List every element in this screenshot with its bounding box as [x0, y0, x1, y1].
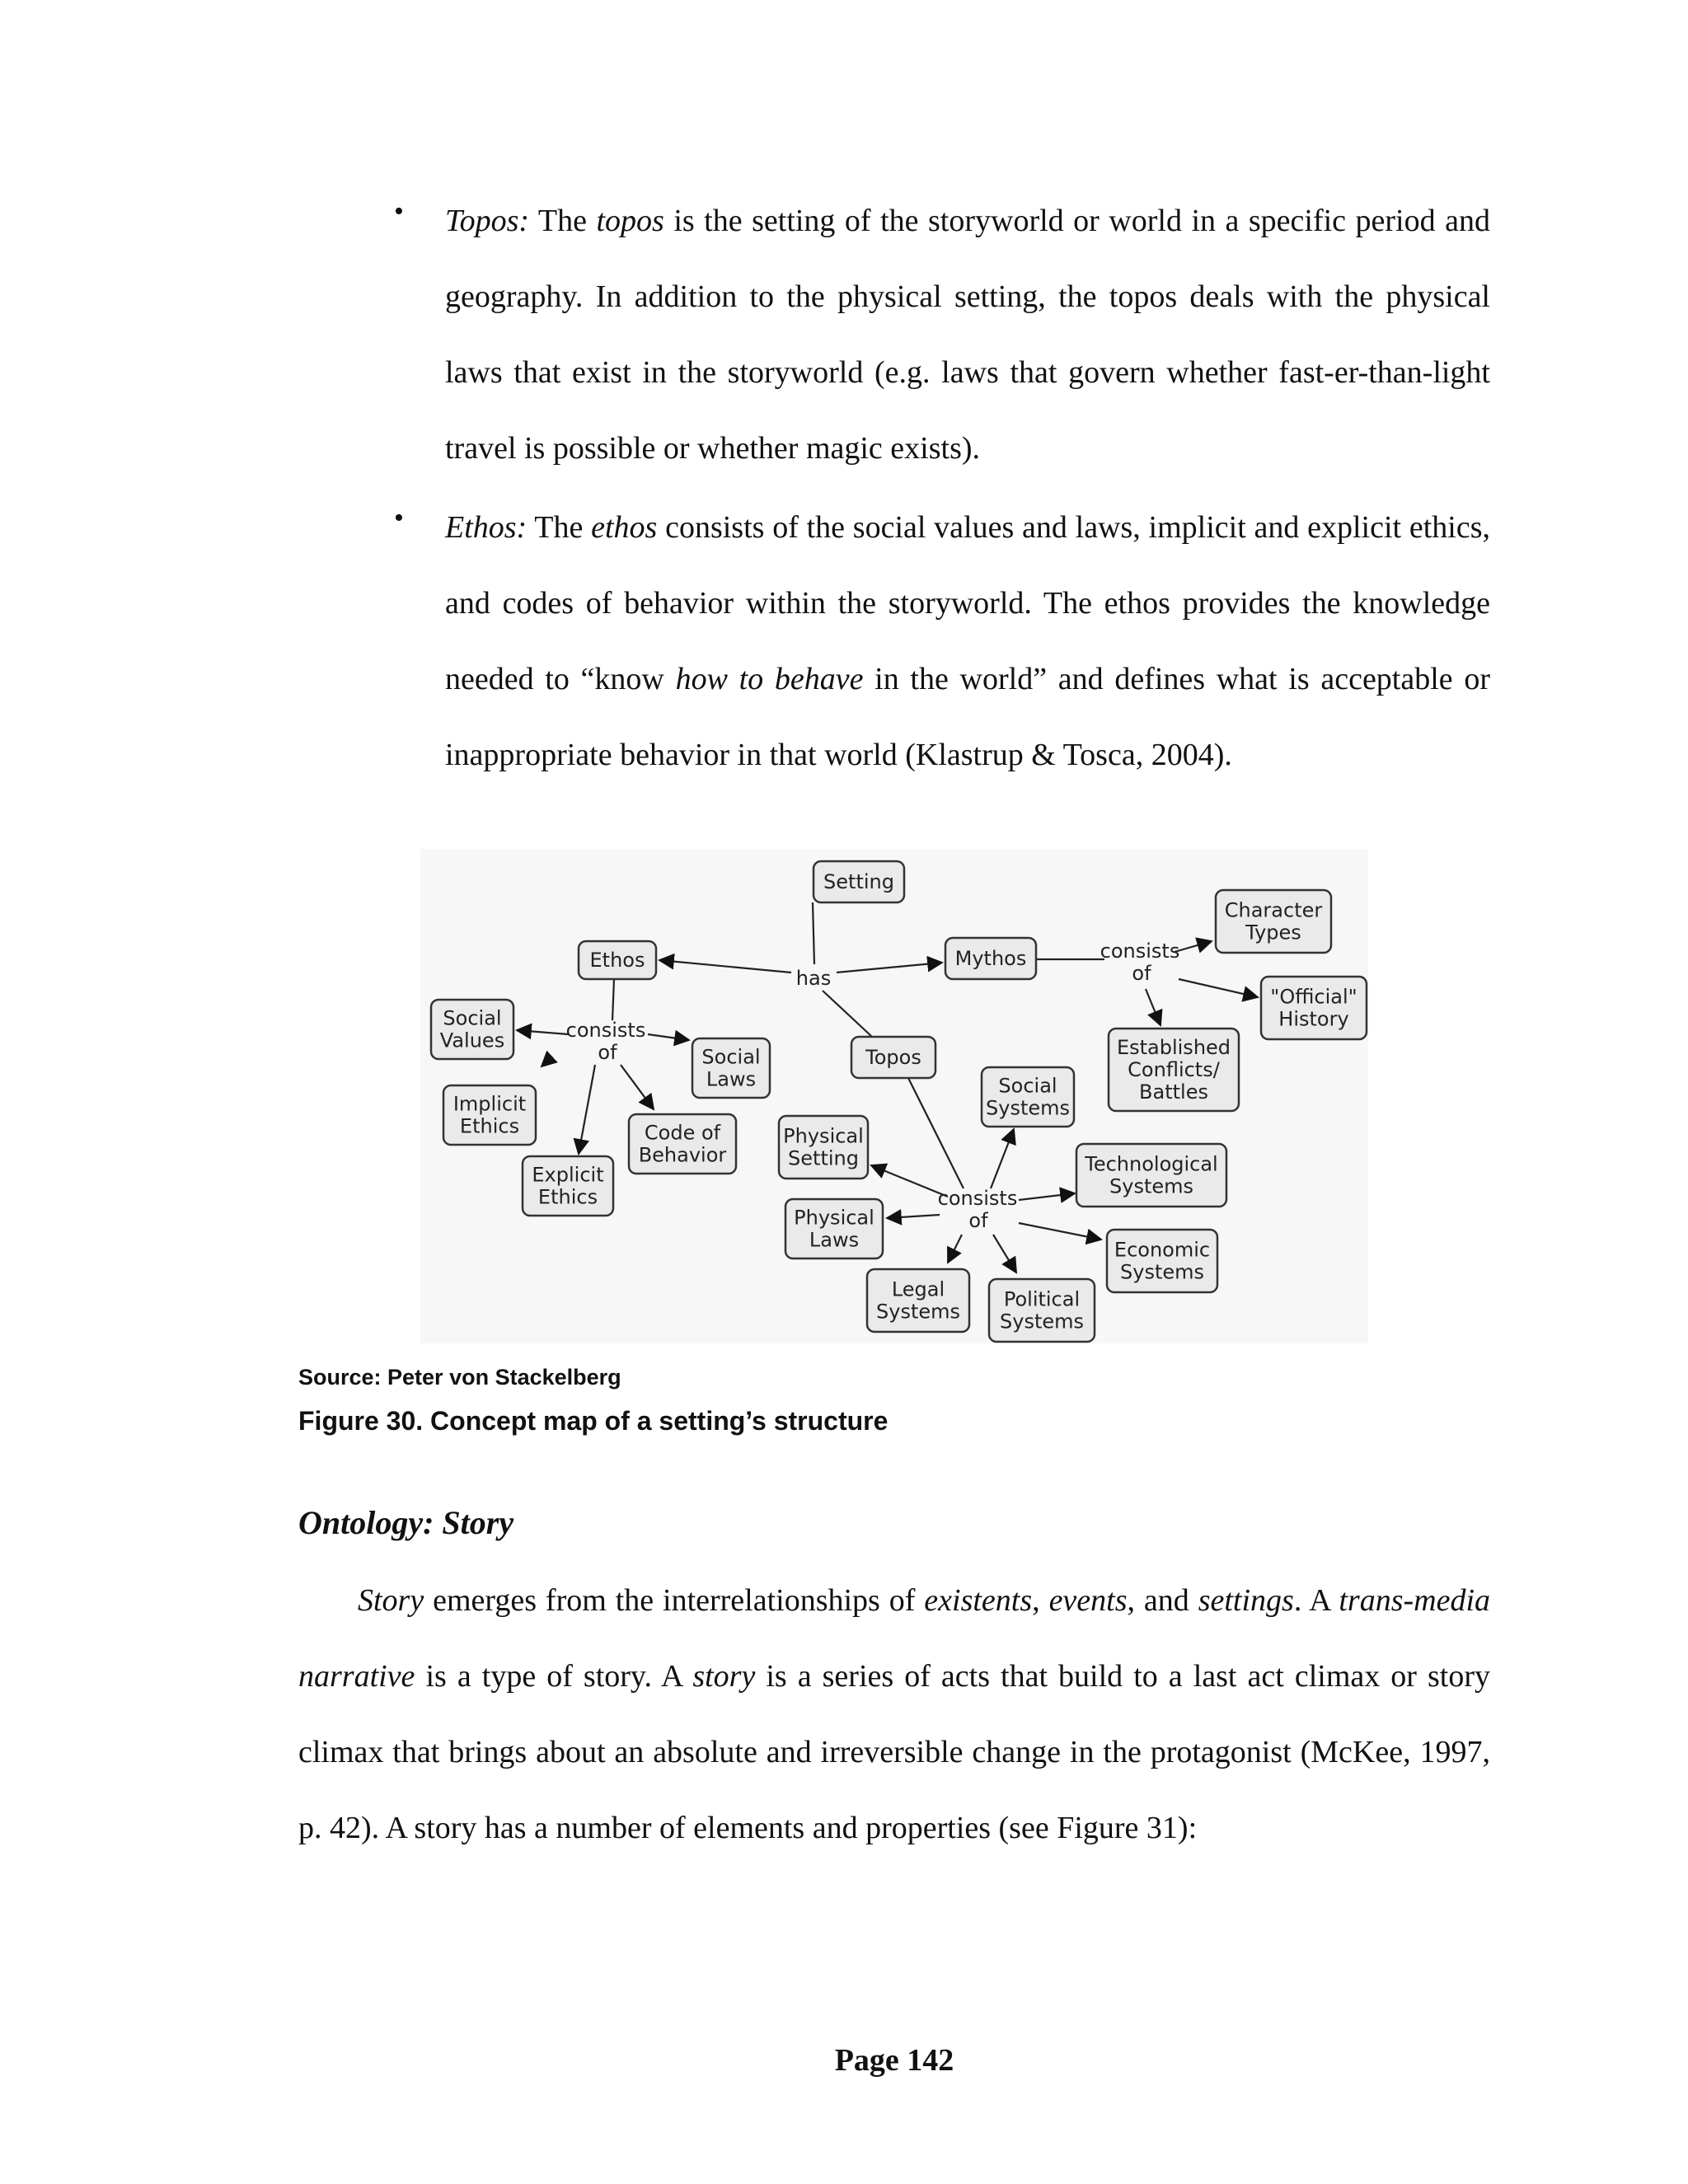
node-political-systems	[989, 1279, 1095, 1342]
em-transmedia-narrative: trans-media narrative	[298, 1583, 1491, 1694]
node-topos	[851, 1037, 935, 1078]
node-label: Technological	[1085, 1152, 1218, 1176]
text-span: . A	[1293, 1583, 1339, 1618]
node-label: Physical	[794, 1206, 874, 1230]
node-label: History	[1278, 1007, 1349, 1031]
node-physical-setting	[779, 1116, 868, 1179]
text-span: is a type of story. A	[415, 1659, 693, 1694]
arrow-edge	[991, 1129, 1014, 1188]
node-label: Setting	[823, 870, 894, 893]
node-legal-systems	[867, 1269, 969, 1332]
node-label: Explicit	[532, 1163, 604, 1187]
node-label: Values	[439, 1029, 505, 1052]
node-economic-systems	[1107, 1230, 1217, 1292]
figure-source: Source: Peter von Stackelberg	[298, 1365, 621, 1390]
node-label: Systems	[876, 1300, 960, 1324]
node-technological-systems	[1076, 1144, 1226, 1207]
page-number: Page 142	[834, 2043, 954, 2078]
arrow-edge	[1019, 1193, 1075, 1200]
node-label: Legal	[891, 1277, 945, 1301]
arrow-edge	[579, 1065, 595, 1154]
node-label: Mythos	[954, 947, 1027, 970]
node-label: Types	[1245, 921, 1301, 944]
link-label: of	[598, 1041, 617, 1064]
node-label: Established	[1116, 1036, 1231, 1059]
arrow-edge	[542, 1057, 552, 1066]
link-label: has	[795, 967, 832, 990]
arrow-edge	[1146, 989, 1160, 1025]
node-physical-laws	[785, 1199, 883, 1258]
node-label: Ethics	[459, 1114, 520, 1138]
bullet-ethos	[445, 490, 1490, 793]
arrow-edge	[659, 960, 791, 972]
node-label: Social	[701, 1045, 761, 1069]
paragraph-story	[298, 1563, 1490, 1866]
connector-edge	[612, 979, 614, 1020]
text-span: is a series of acts that build to a last act climax or story climax that brings about an absolute and irreversible change in the protagonist (McKee, 1997, p. 42). A story has a number of elements and properties (see Figure 31):	[298, 1659, 1491, 1845]
node-label: Conflicts/	[1128, 1058, 1220, 1081]
node-implicit-ethics	[443, 1085, 536, 1145]
text-span: , and	[1127, 1583, 1198, 1618]
term-ethos: Ethos:	[445, 510, 528, 545]
em-story: Story	[358, 1583, 424, 1618]
node-label: Systems	[986, 1096, 1070, 1120]
connector-edge	[908, 1078, 964, 1188]
text-span: emerges from the interrelationships of	[424, 1583, 925, 1618]
em-existents: existents	[924, 1583, 1033, 1618]
arrow-edge	[1019, 1223, 1101, 1240]
node-label: Social	[998, 1074, 1057, 1098]
node-label: Battles	[1139, 1080, 1208, 1104]
arrow-edge	[993, 1235, 1016, 1272]
node-official-history	[1261, 977, 1367, 1039]
node-social-systems	[982, 1067, 1074, 1127]
section-heading: Ontology: Story	[298, 1504, 514, 1541]
link-label: consists	[565, 1019, 646, 1042]
text-span: is the setting of the storyworld or world in a specific period and geography. In addition to the physical setting, the topos deals with the physical laws that exist in the storyworld (e.g. laws that govern whether fast-er-than-light travel is possible or whether magic exists).	[445, 204, 1490, 466]
node-ethos	[579, 941, 656, 979]
text-span: ,	[1032, 1583, 1049, 1618]
link-label: of	[968, 1209, 988, 1232]
concept-map-figure	[420, 849, 1368, 1343]
node-established-conflicts	[1109, 1029, 1239, 1111]
node-label: Code of	[644, 1121, 721, 1145]
node-social-values	[431, 1000, 513, 1059]
link-label: consists	[937, 1187, 1018, 1210]
term-topos: Topos:	[445, 204, 530, 238]
arrow-edge	[621, 1065, 654, 1109]
arrow-edge	[517, 1030, 569, 1034]
text-span: consists of the social values and laws, implicit and explicit ethics, and codes of behavior within the storyworld. The ethos provides the knowledge needed to “know	[445, 510, 1490, 696]
em-how-to-behave: how to behave	[675, 662, 864, 696]
node-mythos	[945, 938, 1036, 979]
arrow-edge	[648, 1034, 689, 1040]
concept-map-svg	[420, 849, 1368, 1343]
em-events: events	[1048, 1583, 1128, 1618]
connector-edge	[813, 902, 814, 964]
text-span: The	[527, 510, 592, 545]
node-label: Economic	[1114, 1238, 1211, 1262]
em-topos: topos	[596, 204, 664, 238]
node-label: Implicit	[452, 1092, 527, 1116]
node-label: Laws	[706, 1067, 757, 1091]
node-label: Political	[1003, 1287, 1081, 1311]
bullet-dot: •	[394, 196, 404, 227]
node-label: "Official"	[1270, 985, 1357, 1009]
bullet-dot: •	[394, 503, 404, 533]
connector-edge	[823, 991, 872, 1037]
figure-caption: Figure 30. Concept map of a setting’s structure	[298, 1406, 889, 1436]
node-label: Systems	[1000, 1310, 1084, 1333]
bullet-topos	[445, 183, 1490, 486]
arrow-edge	[1175, 941, 1212, 952]
node-social-laws	[692, 1038, 770, 1098]
node-explicit-ethics	[523, 1156, 613, 1216]
arrow-edge	[871, 1165, 948, 1197]
node-label: Systems	[1109, 1174, 1193, 1198]
node-label: Ethics	[537, 1185, 598, 1209]
em-story: story	[692, 1659, 756, 1694]
node-setting	[814, 861, 904, 902]
node-character-types	[1216, 890, 1331, 953]
text-span: The	[529, 204, 597, 238]
node-label: Topos	[865, 1046, 921, 1069]
link-label: of	[1132, 962, 1151, 985]
node-label: Ethos	[589, 949, 645, 972]
em-ethos: ethos	[591, 510, 658, 545]
node-label: Character	[1224, 898, 1323, 922]
node-code-of-behavior	[629, 1114, 736, 1174]
node-label: Setting	[788, 1146, 859, 1170]
em-settings: settings	[1198, 1583, 1294, 1618]
node-label: Social	[443, 1006, 502, 1030]
text-span: in the world” and defines what is acceptable or inappropriate behavior in that world (Klastrup & Tosca, 2004).	[445, 662, 1491, 772]
node-label: Laws	[809, 1228, 860, 1252]
node-label: Systems	[1120, 1260, 1204, 1284]
node-label: Behavior	[638, 1143, 727, 1167]
arrow-edge	[948, 1235, 962, 1263]
arrow-edge	[837, 963, 942, 972]
link-label: consists	[1100, 940, 1180, 963]
arrow-edge	[887, 1215, 940, 1218]
node-label: Physical	[783, 1124, 864, 1148]
arrow-edge	[1179, 979, 1258, 997]
